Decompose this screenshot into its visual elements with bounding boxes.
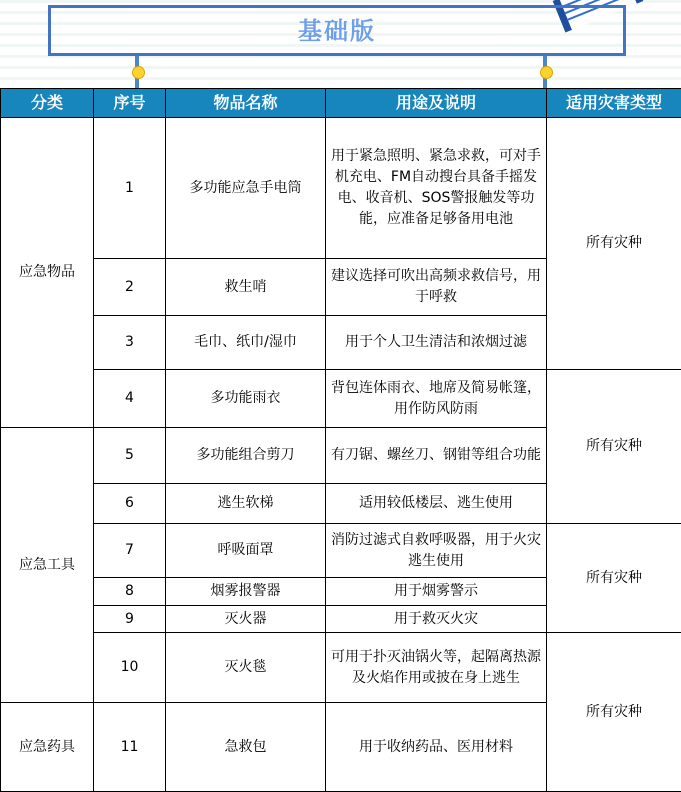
index-cell: 9 [94,606,166,633]
column-header-category: 分类 [1,89,94,118]
index-cell: 11 [94,703,166,792]
table-row [1,118,681,259]
usage-description-cell: 用于个人卫生清洁和浓烟过滤 [326,316,547,370]
category-cell: 应急物品 [1,118,94,428]
connector-dot-left [132,66,145,79]
table-row [1,633,681,703]
index-cell: 2 [94,259,166,316]
item-name-cell: 多功能应急手电筒 [166,118,326,259]
page-title: 基础版 [298,19,376,43]
usage-description-cell: 适用较低楼层、逃生使用 [326,484,547,524]
usage-description-cell: 建议选择可吹出高频求救信号，用于呼救 [326,259,547,316]
table-row [1,524,681,578]
index-cell: 6 [94,484,166,524]
usage-description-cell: 背包连体雨衣、地席及简易帐篷，用作防风防雨 [326,370,547,428]
item-name-cell: 呼吸面罩 [166,524,326,578]
table-header-row [1,89,681,118]
index-cell: 7 [94,524,166,578]
usage-description-cell: 有刀锯、螺丝刀、钢钳等组合功能 [326,428,547,484]
usage-description-cell: 用于收纳药品、医用材料 [326,703,547,792]
index-cell: 1 [94,118,166,259]
column-header-item-name: 物品名称 [166,89,326,118]
connector-dot-right [540,66,553,79]
column-header-disaster: 适用灾害类型 [547,89,681,118]
item-name-cell: 多功能组合剪刀 [166,428,326,484]
column-header-index: 序号 [94,89,166,118]
item-name-cell: 灭火器 [166,606,326,633]
item-name-cell: 急救包 [166,703,326,792]
index-cell: 5 [94,428,166,484]
disaster-type-cell: 所有灾种 [547,633,681,792]
item-name-cell: 救生哨 [166,259,326,316]
item-name-cell: 多功能雨衣 [166,370,326,428]
table-row [1,370,681,428]
emergency-kit-table [0,88,681,792]
usage-description-cell: 消防过滤式自救呼吸器，用于火灾逃生使用 [326,524,547,578]
category-cell: 应急工具 [1,428,94,703]
index-cell: 8 [94,578,166,606]
item-name-cell: 逃生软梯 [166,484,326,524]
table-body [1,118,681,792]
header-banner [0,0,681,88]
index-cell: 4 [94,370,166,428]
category-cell: 应急药具 [1,703,94,792]
disaster-type-cell: 所有灾种 [547,118,681,370]
usage-description-cell: 用于烟雾警示 [326,578,547,606]
item-name-cell: 毛巾、纸巾/湿巾 [166,316,326,370]
disaster-type-cell: 所有灾种 [547,524,681,633]
item-name-cell: 灭火毯 [166,633,326,703]
column-header-usage: 用途及说明 [326,89,547,118]
index-cell: 10 [94,633,166,703]
usage-description-cell: 用于救灭火灾 [326,606,547,633]
disaster-type-cell: 所有灾种 [547,370,681,524]
usage-description-cell: 用于紧急照明、紧急求救，可对手机充电、FM自动搜台具备手摇发电、收音机、SOS警报触发等功能，应准备足够备用电池 [326,118,547,259]
item-name-cell: 烟雾报警器 [166,578,326,606]
title-box [48,5,626,56]
usage-description-cell: 可用于扑灭油锅火等，起隔离热源及火焰作用或披在身上逃生 [326,633,547,703]
index-cell: 3 [94,316,166,370]
